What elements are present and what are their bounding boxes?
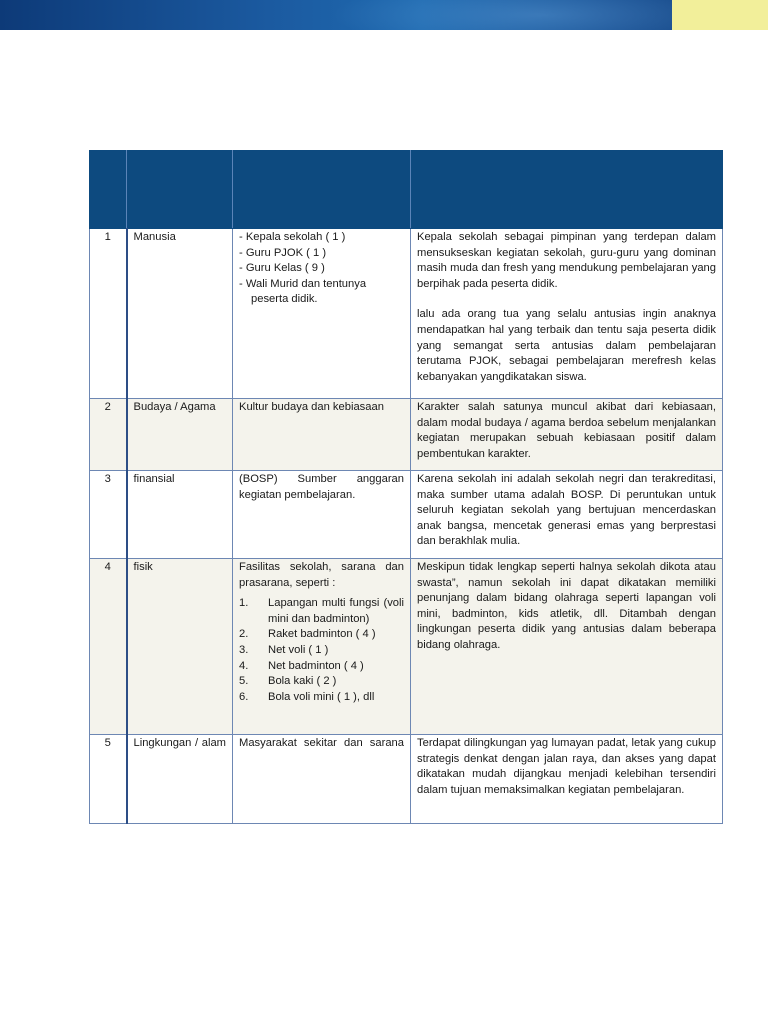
row-factor: Manusia — [127, 229, 233, 399]
row-number: 2 — [90, 399, 127, 471]
asset-table — [89, 150, 723, 824]
list-item — [239, 674, 404, 690]
list-item-text: Net badminton ( 4 ) — [268, 659, 364, 672]
row-factor: Lingkungan / alam — [127, 735, 233, 824]
row-detail: (BOSP) Sumber anggaran kegiatan pembelajaran. — [233, 471, 411, 559]
list-item-text: Bola kaki ( 2 ) — [268, 675, 337, 688]
list-item-text: Lapangan multi fungsi (voli mini dan badminton) — [268, 597, 404, 625]
table-header — [90, 151, 723, 229]
row-description: Terdapat dilingkungan yag lumayan padat, letak yang cukup strategis denkat dengan jalan raya, dan akses yang dapat dikatakan mudah dijangkau menjadi kelebihan tersendiri dalam tujuan memaksimalkan kegiatan pembelajaran. — [411, 735, 723, 824]
list-item-number: 1. — [239, 597, 249, 610]
header-cell-detail — [233, 151, 411, 229]
detail-list — [239, 230, 404, 308]
list-item: - Guru Kelas ( 9 ) — [239, 261, 404, 277]
description-paragraph: Kepala sekolah sebagai pimpinan yang terdepan dalam mensukseskan kegiatan sekolah, guru-guru yang dominan masih muda dan fresh yang mendukung pembelajaran yang berpihak pada peserta didik. — [417, 231, 716, 290]
row-factor: Budaya / Agama — [127, 399, 233, 471]
list-item: - Guru PJOK ( 1 ) — [239, 246, 404, 262]
list-item-number: 3. — [239, 643, 249, 656]
row-detail — [233, 229, 411, 399]
header-banner — [0, 0, 768, 30]
row-factor: fisik — [127, 559, 233, 735]
table-row — [90, 559, 723, 735]
list-item-text: Bola voli mini ( 1 ), dll — [268, 690, 375, 703]
row-number: 3 — [90, 471, 127, 559]
list-item — [239, 596, 404, 627]
row-number: 5 — [90, 735, 127, 824]
list-item-number: 5. — [239, 675, 249, 688]
list-item: - Kepala sekolah ( 1 ) — [239, 230, 404, 246]
list-item-number: 6. — [239, 690, 249, 703]
list-item — [239, 659, 404, 675]
list-item-text: Raket badminton ( 4 ) — [268, 628, 376, 641]
list-item-number: 4. — [239, 659, 249, 672]
header-cell-faktor — [127, 151, 233, 229]
row-description: Karena sekolah ini adalah sekolah negri dan terakreditasi, maka sumber utama adalah BOSP. Di peruntukan untuk seluruh kegiatan sekolah yang bertujuan mencerdaskan anak bangsa, mencetak generasi emas yang berprestasi dan berakhlak mulia. — [411, 471, 723, 559]
row-number: 4 — [90, 559, 127, 735]
list-item-text: Net voli ( 1 ) — [268, 643, 329, 656]
list-item — [239, 627, 404, 643]
table-row — [90, 471, 723, 559]
table-row — [90, 399, 723, 471]
banner-accent-block — [672, 0, 768, 30]
row-description — [411, 229, 723, 399]
detail-intro: Fasilitas sekolah, sarana dan prasarana, seperti : — [239, 561, 404, 589]
list-item — [239, 643, 404, 659]
list-item — [239, 690, 404, 706]
row-detail — [233, 559, 411, 735]
row-description: Meskipun tidak lengkap seperti halnya sekolah dikota atau swasta”, namun sekolah ini dapat dikatakan memiliki penunjang dalam bidang olahraga seperti lapangan voli mini, badminton, kids atletik, dll. Ditambah dengan lingkungan peserta didik yang antusias dalam beberapa bidang olahraga. — [411, 559, 723, 735]
table-row — [90, 735, 723, 824]
list-item: - Wali Murid dan tentunya peserta didik. — [239, 277, 404, 308]
facility-list — [239, 596, 404, 705]
row-detail: Masyarakat sekitar dan sarana — [233, 735, 411, 824]
table-row — [90, 229, 723, 399]
row-detail: Kultur budaya dan kebiasaan — [233, 399, 411, 471]
list-item-number: 2. — [239, 628, 249, 641]
row-factor: finansial — [127, 471, 233, 559]
row-description: Karakter salah satunya muncul akibat dari kebiasaan, dalam modal budaya / agama berdoa sebelum menjalankan kegiatan merupakan sebuah kebiasaan positif dalam pembentukan karakter. — [411, 399, 723, 471]
header-cell-keterangan — [411, 151, 723, 229]
header-cell-no — [90, 151, 127, 229]
description-paragraph: lalu ada orang tua yang selalu antusias ingin anaknya mendapatkan hal yang terbaik dan tentu saja peserta didik yang semangat serta antusias dalam pembelajaran terutama PJOK, sebagai pembelajaran merefresh kelas kebanyakan yangdikatakan siswa. — [417, 308, 716, 383]
row-number: 1 — [90, 229, 127, 399]
